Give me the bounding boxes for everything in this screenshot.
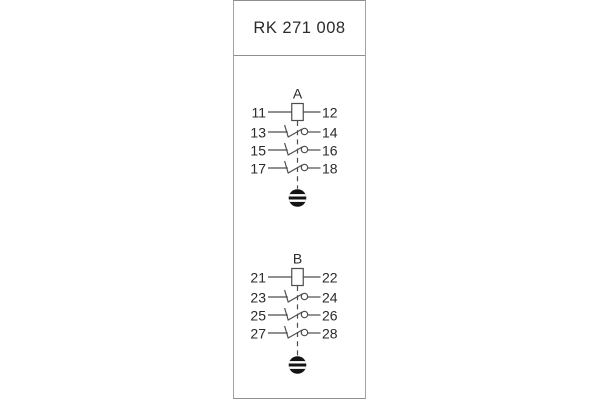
section-label: A (292, 85, 303, 102)
earth-stripe (289, 200, 307, 202)
striped-earth-icon (289, 356, 307, 374)
terminal-label-right: 14 (322, 124, 338, 141)
earth-disc (289, 356, 307, 374)
terminal-label-left: 27 (250, 325, 266, 342)
terminal-label-right: 26 (322, 307, 338, 324)
fixed-contact-circle (301, 293, 307, 299)
terminal-label-right: 22 (322, 269, 338, 286)
section-a (250, 86, 337, 207)
fixed-contact-circle (301, 329, 307, 335)
contact-blade (285, 290, 303, 302)
terminal-label-left: 25 (250, 307, 266, 324)
model-number: RK 271 008 (253, 18, 346, 37)
coil-rect (292, 104, 304, 121)
earth-disc (289, 189, 307, 207)
section-b (250, 251, 337, 374)
terminal-label-right: 18 (322, 160, 338, 177)
contact-blade (285, 161, 303, 173)
contact-symbol (250, 326, 337, 342)
terminal-label-left: 17 (250, 160, 266, 177)
contact-blade (285, 125, 303, 137)
terminal-label-right: 16 (322, 142, 338, 159)
fixed-contact-circle (301, 311, 307, 317)
fixed-contact-circle (301, 146, 307, 152)
section-label: B (292, 250, 303, 267)
earth-stripe (289, 367, 307, 369)
coil-symbol (251, 104, 337, 121)
contact-symbol (250, 308, 337, 324)
contact-blade (285, 143, 303, 155)
coil-rect (292, 269, 304, 286)
contact-symbol (250, 125, 337, 141)
terminal-label-left: 23 (250, 289, 266, 306)
earth-stripe (289, 194, 307, 196)
terminal-label-left: 21 (250, 269, 266, 286)
coil-symbol (250, 269, 337, 286)
terminal-label-left: 13 (250, 124, 266, 141)
contact-blade (285, 308, 303, 320)
terminal-label-left: 15 (250, 142, 266, 159)
contact-symbol (250, 290, 337, 306)
fixed-contact-circle (301, 128, 307, 134)
terminal-label-left: 11 (251, 104, 266, 121)
earth-stripe (289, 361, 307, 363)
contact-symbol (250, 143, 337, 159)
terminal-label-right: 24 (322, 289, 338, 306)
terminal-label-right: 12 (322, 104, 338, 121)
contact-blade (285, 326, 303, 338)
terminal-label-right: 28 (322, 325, 338, 342)
contact-symbol (250, 161, 337, 177)
fixed-contact-circle (301, 164, 307, 170)
striped-earth-icon (289, 189, 307, 207)
